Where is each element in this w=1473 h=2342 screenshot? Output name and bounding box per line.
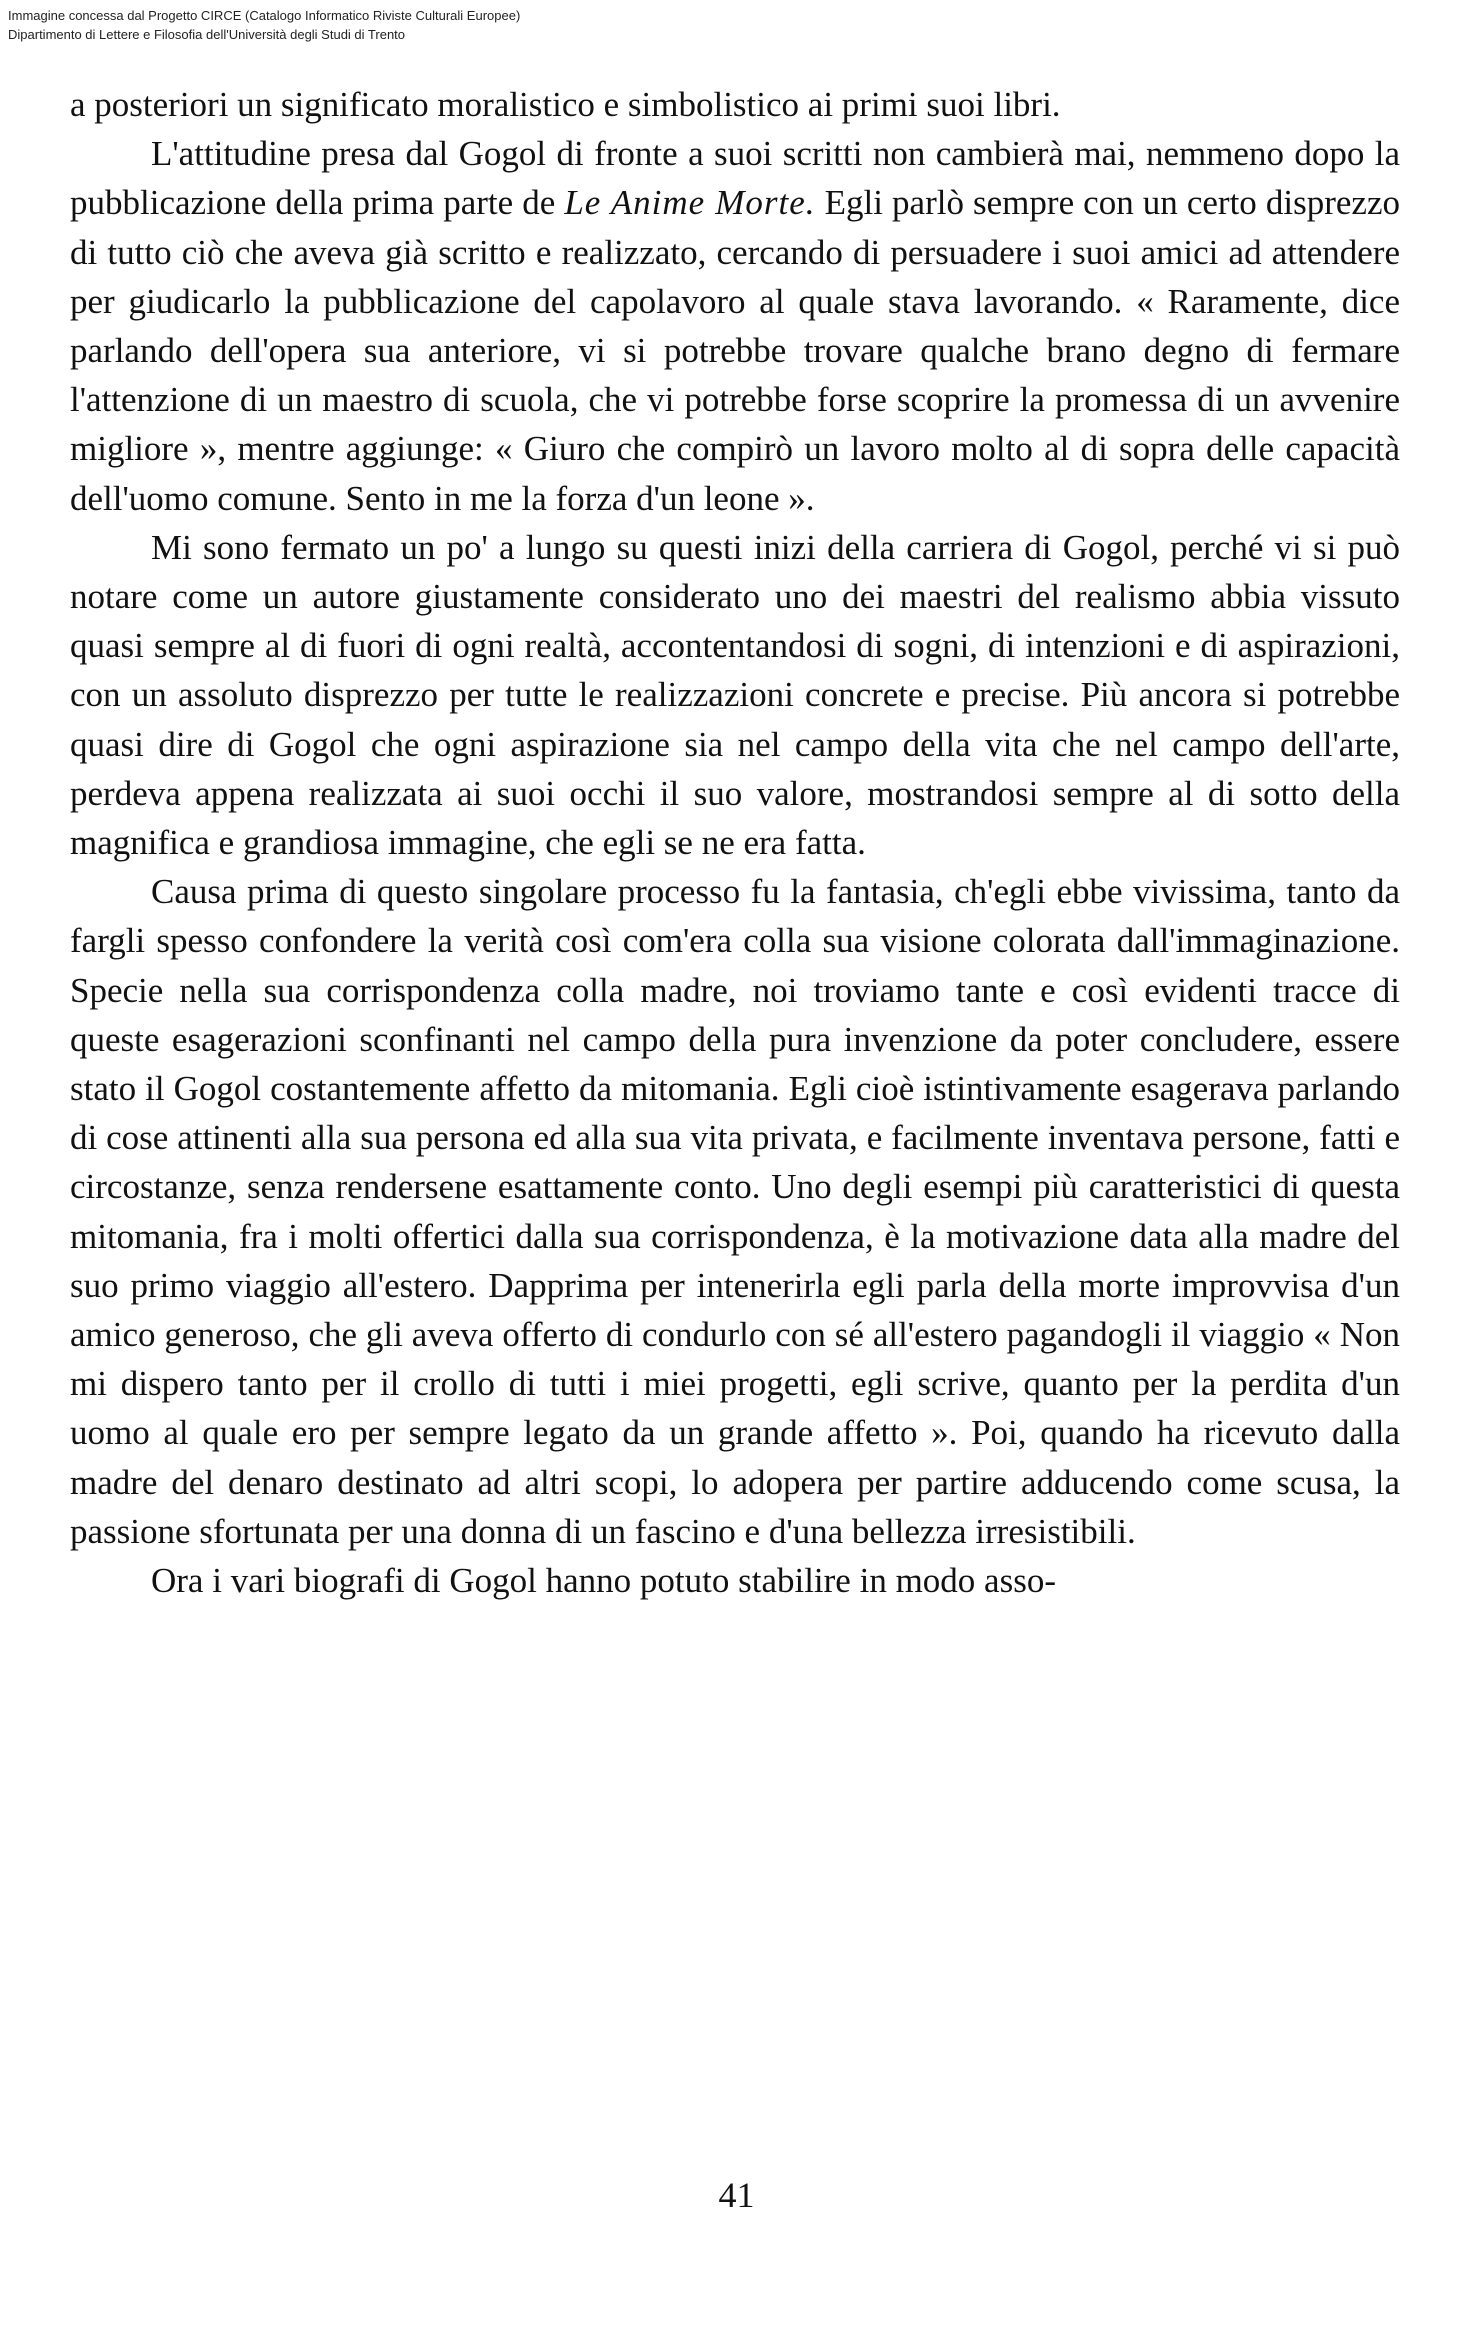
paragraph-1: a posteriori un significato moralistico e simbolistico ai primi suoi libri. [70,85,1061,124]
paragraph-2-text-before-title: L'attitudine presa dal Gogol di fronte a suoi scritti non cambierà mai, nemmeno dopo la pubblicazione della prima parte de [70,134,1400,223]
page-number: 41 [718,2175,755,2215]
paragraph-3: Mi sono fermato un po' a lungo su questi inizi della carriera di Gogol, perché vi si può notare come un autore giustamente considerato uno dei maestri del realismo abbia vissuto quasi sempre al di fuori di ogni realtà, accontentandosi di sogni, di intenzioni e di aspirazioni, con un assoluto disprezzo per tutte le realizzazioni concrete e precise. Più ancora si potrebbe quasi dire di Gogol che ogni aspirazione sia nel campo della vita che nel campo dell'arte, perdeva appena realizzata ai suoi occhi il suo valore, mostrandosi sempre al di sotto della magnifica e grandiosa immagine, che egli se ne era fatta. [70,527,1400,863]
source-attribution-line-2: Dipartimento di Lettere e Filosofia dell'Università degli Studi di Trento [8,27,406,42]
source-attribution-line-1: Immagine concessa dal Progetto CIRCE (Catalogo Informatico Riviste Culturali Europee) [8,8,521,23]
paragraph-2 [70,129,1400,523]
paragraph-2-text-after-title: Egli parlò sempre con un certo disprezzo di tutto ciò che aveva già scritto e realizzato, cercando di persuadere i suoi amici ad attendere per giudicarlo la pubblicazione del capolavoro al quale stava lavorando. « Raramente, dice parlando dell'opera sua anteriore, vi si potrebbe trovare qualche brano degno di fermare l'attenzione di un maestro di scuola, che vi potrebbe forse scoprire la promessa di un avvenire migliore », mentre aggiunge: « Giuro che compirò un lavoro molto al di sopra delle capacità dell'uomo comune. Sento in me la forza d'un leone ». [70,183,1400,518]
paragraph-5: Ora i vari biografi di Gogol hanno potuto stabilire in modo asso- [151,1561,1056,1601]
page-body [70,80,1400,1605]
source-attribution [8,6,520,44]
paragraph-4: Causa prima di questo singolare processo fu la fantasia, ch'egli ebbe vivissima, tanto da fargli spesso confondere la verità così com'era colla sua visione colorata dall'immaginazione. Specie nella sua corrispondenza colla madre, noi troviamo tante e così evidenti tracce di queste esagerazioni sconfinanti nel campo della pura invenzione da poter concludere, essere stato il Gogol costantemente affetto da mitomania. Egli cioè istintivamente esagerava parlando di cose attinenti alla sua persona ed alla sua vita privata, e facilmente inventava persone, fatti e circostanze, senza rendersene esattamente conto. Uno degli esempi più caratteristici di questa mitomania, fra i molti offertici dalla sua corrispondenza, è la motivazione data alla madre del suo primo viaggio all'estero. Dapprima per intenerirla egli parla della morte improvvisa d'un amico generoso, che gli aveva offerto di condurlo con sé all'estero pagandogli il viaggio « Non mi dispero tanto per il crollo di tutti i miei progetti, egli scrive, quanto per la perdita d'un uomo al quale ero per sempre legato da un grande affetto ». Poi, quando ha ricevuto dalla madre del denaro destinato ad altri scopi, lo adopera per partire adducendo come scusa, la passione sfortunata per una donna di un fascino e d'una bellezza irresistibili. [70,872,1400,1551]
book-title: Le Anime Morte. [564,183,816,223]
